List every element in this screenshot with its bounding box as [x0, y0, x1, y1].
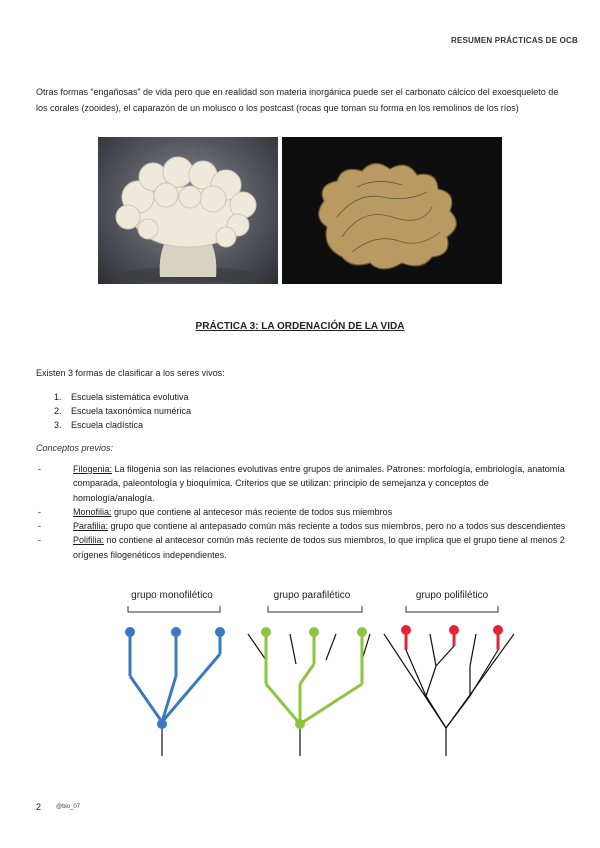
section-title: PRÁCTICA 3: LA ORDENACIÓN DE LA VIDA [195, 321, 405, 332]
running-header: RESUMEN PRÁCTICAS DE OCB [450, 36, 578, 45]
paraphyletic-node [261, 627, 271, 637]
concept-item [36, 462, 566, 505]
polyphyletic-label: grupo polifilético [415, 590, 489, 601]
paraphyletic-node [357, 627, 367, 637]
polyphyletic-tree [384, 590, 514, 756]
polyphyletic-node [449, 625, 459, 635]
concept-term: Polifilia: [73, 535, 105, 546]
schools-list [54, 390, 191, 432]
author-handle: @bio_07 [56, 804, 81, 810]
concept-term: Parafilia: [73, 521, 109, 532]
white-coral-photo [98, 137, 278, 284]
paraphyletic-label: grupo parafilético [273, 590, 351, 601]
monophyletic-node [125, 627, 135, 637]
concepts-list [36, 462, 566, 562]
concept-item [36, 533, 566, 562]
monophyletic-label: grupo monofilético [131, 590, 213, 601]
list-item-label: Escuela cladística [71, 420, 144, 430]
paraphyletic-node [309, 627, 319, 637]
monophyletic-tree [125, 590, 225, 756]
dash-bullet: - [38, 464, 41, 474]
polyphyletic-bracket [406, 606, 498, 612]
paraphyletic-bracket [268, 606, 362, 612]
concept-term: Filogenia: [73, 464, 113, 474]
concept-text: grupo que contiene al antecesor más reciente de todos sus miembros [111, 506, 393, 517]
page-number: 2 [36, 802, 42, 812]
brown-coral-photo [282, 137, 502, 284]
list-item [54, 390, 191, 404]
list-number: 2. [54, 406, 62, 416]
concept-text: grupo que contiene al antepasado común más reciente a todos sus miembros, pero no a todos sus descendientes [108, 521, 566, 532]
concepts-heading: Conceptos previos: [36, 443, 114, 453]
monophyletic-node [171, 627, 181, 637]
intro-paragraph: Otras formas “engañosas” de vida pero que en realidad son materia inorgánica puede ser el carbonato cálcico del exoesqueleto de los corales (zooides), el caparazón de un molusco o los postcast (rocas que toman su forma en los remolinos de los ríos) [36, 87, 559, 113]
list-item-label: Escuela sistemática evolutiva [71, 392, 189, 402]
polyphyletic-node [401, 625, 411, 635]
monophyletic-node [157, 719, 167, 729]
concept-item [36, 505, 566, 519]
concept-term: Monofilia: [73, 506, 112, 517]
monophyletic-bracket [128, 606, 220, 612]
list-item [54, 404, 191, 418]
concept-item [36, 519, 566, 533]
classification-intro: Existen 3 formas de clasificar a los seres vivos: [36, 368, 225, 378]
dash-bullet: - [38, 506, 41, 517]
polyphyletic-node [493, 625, 503, 635]
monophyletic-node [215, 627, 225, 637]
list-item-label: Escuela taxonómica numérica [71, 406, 192, 416]
paraphyletic-node [295, 719, 305, 729]
phylogeny-diagram [100, 584, 530, 768]
list-number: 1. [54, 392, 62, 402]
dash-bullet: - [38, 521, 41, 532]
concept-text: La filogenia son las relaciones evolutivas entre grupos de animales. Patrones: morfología, embriología, anatomía comparada, paleontología y bioquímica. Criterios que se utilizan: principio de semejanza y conceptos de homología/analogía. [73, 464, 565, 503]
concept-text: no contiene al antecesor común más reciente de todos sus miembros, lo que implica que el grupo tiene al menos 2 orígenes filogenéticos independientes. [73, 535, 565, 560]
brown-coral-illustration [282, 137, 502, 284]
list-item [54, 418, 191, 432]
list-number: 3. [54, 420, 62, 430]
white-coral-illustration [98, 137, 278, 284]
dash-bullet: - [38, 535, 41, 546]
paraphyletic-tree [248, 590, 370, 756]
